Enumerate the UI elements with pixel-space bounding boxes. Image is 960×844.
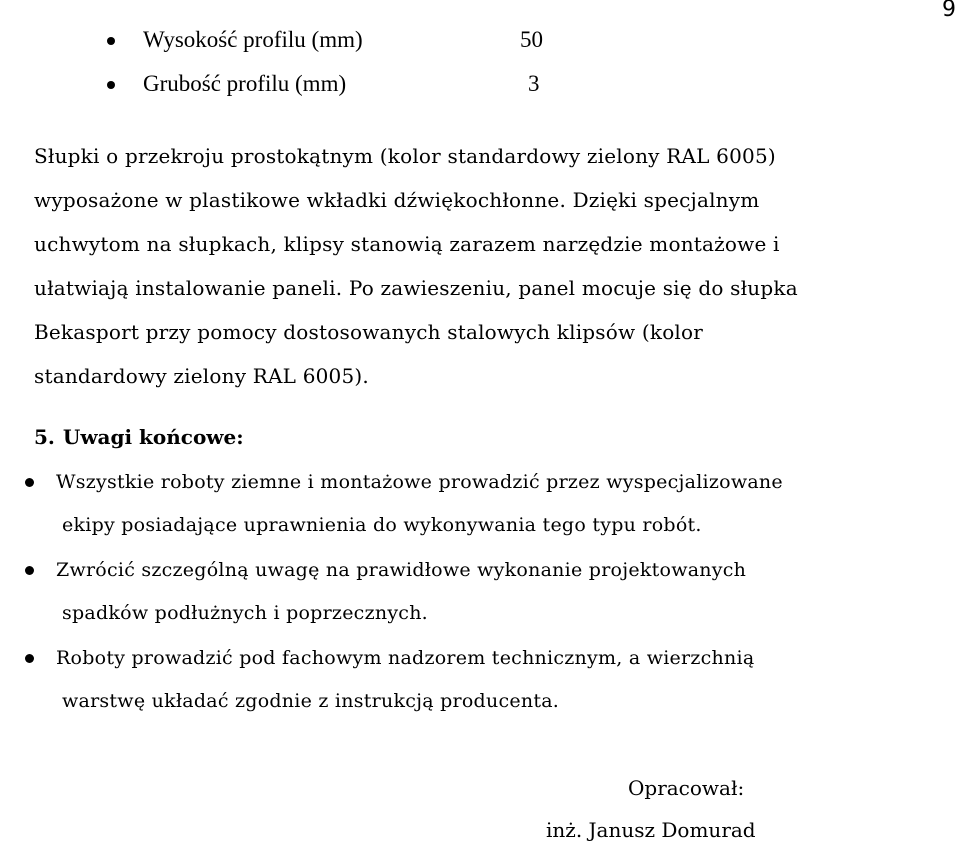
spec-value: 3 — [528, 71, 540, 96]
spec-item-thickness — [0, 70, 960, 98]
page-number: 9 — [942, 0, 956, 22]
signature-label: Opracował: — [628, 776, 745, 800]
remark-line: spadków podłużnych i poprzecznych. — [62, 602, 428, 624]
paragraph-line: uchwytom na słupkach, klipsy stanowią zarazem narzędzie montażowe i — [34, 232, 780, 256]
bullet-icon — [25, 654, 34, 663]
bullet-icon — [107, 37, 115, 45]
paragraph-line: standardowy zielony RAL 6005). — [34, 364, 369, 388]
paragraph-line: Słupki o przekroju prostokątnym (kolor standardowy zielony RAL 6005) — [34, 144, 776, 168]
remark-item — [0, 460, 960, 548]
spec-value: 50 — [520, 27, 543, 52]
section-number: 5. — [34, 425, 55, 449]
bullet-icon — [25, 566, 34, 575]
spec-item-height — [0, 26, 960, 54]
remark-item — [0, 636, 960, 724]
bullet-icon — [25, 478, 34, 487]
remark-line: warstwę układać zgodnie z instrukcją producenta. — [62, 690, 560, 712]
remark-item — [0, 548, 960, 636]
remark-line: ekipy posiadające uprawnienia do wykonywania tego typu robót. — [62, 514, 702, 536]
signature-name: inż. Janusz Domurad — [546, 818, 756, 842]
paragraph-line: wyposażone w plastikowe wkładki dźwiękochłonne. Dzięki specjalnym — [34, 188, 760, 212]
remark-line: Roboty prowadzić pod fachowym nadzorem technicznym, a wierzchnią — [56, 647, 755, 669]
paragraph-line: ułatwiają instalowanie paneli. Po zawieszeniu, panel mocuje się do słupka — [34, 276, 798, 300]
section-heading — [34, 418, 244, 456]
spec-label: Grubość profilu (mm) — [143, 71, 347, 96]
spec-label: Wysokość profilu (mm) — [143, 27, 363, 52]
section-title: Uwagi końcowe: — [62, 425, 244, 449]
bullet-icon — [107, 81, 115, 89]
remark-line: Zwrócić szczególną uwagę na prawidłowe wykonanie projektowanych — [56, 559, 747, 581]
paragraph-line: Bekasport przy pomocy dostosowanych stalowych klipsów (kolor — [34, 320, 704, 344]
remark-line: Wszystkie roboty ziemne i montażowe prowadzić przez wyspecjalizowane — [56, 471, 783, 493]
description-paragraph — [34, 134, 798, 398]
